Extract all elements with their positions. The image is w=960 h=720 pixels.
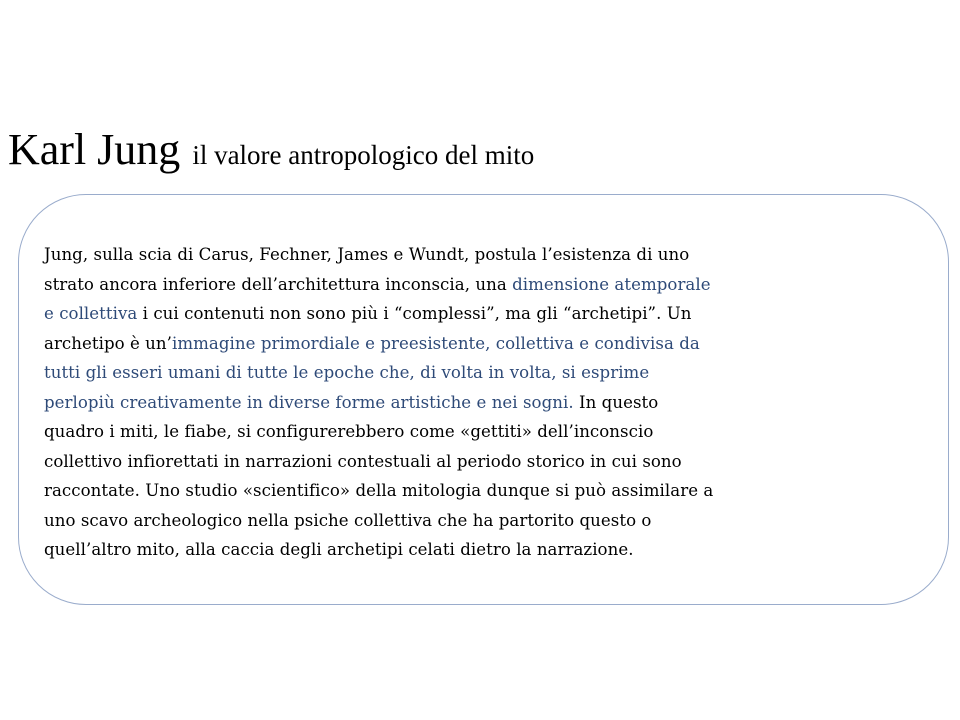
body-line-2 bbox=[44, 270, 924, 300]
body-line-4 bbox=[44, 329, 924, 359]
highlight-run: immagine primordiale e preesistente, collettiva e condivisa da bbox=[171, 333, 700, 353]
body-line-6 bbox=[44, 388, 924, 418]
text-run: archetipo è un’ bbox=[44, 333, 172, 353]
highlight-run: perlopiù creativamente in diverse forme artistiche e nei sogni. bbox=[44, 392, 574, 412]
text-run: Jung, sulla scia di Carus, Fechner, James e Wundt, postula l’esistenza di uno bbox=[44, 245, 690, 264]
body-line-7 bbox=[44, 417, 924, 447]
body-line-9 bbox=[44, 476, 924, 506]
text-run: raccontate. Uno studio «scientifico» della mitologia dunque si può assimilare a bbox=[44, 481, 714, 500]
text-run: quadro i miti, le fiabe, si configurerebbero come «gettiti» dell’inconscio bbox=[44, 422, 654, 441]
slide-title bbox=[8, 125, 535, 174]
text-run: i cui contenuti non sono più i “complessi”, ma gli “archetipi”. Un bbox=[137, 304, 692, 323]
body-line-11 bbox=[44, 535, 924, 565]
highlight-run: e collettiva bbox=[44, 304, 138, 323]
body-line-1 bbox=[44, 240, 924, 270]
title-main: Karl Jung bbox=[8, 125, 181, 174]
text-run: In questo bbox=[573, 392, 659, 412]
text-run: collettivo infiorettati in narrazioni contestuali al periodo storico in cui sono bbox=[44, 451, 682, 471]
body-line-8 bbox=[44, 447, 924, 477]
text-run: uno scavo archeologico nella psiche collettiva che ha partorito questo o bbox=[44, 510, 652, 530]
body-line-5 bbox=[44, 358, 924, 388]
highlight-run: tutti gli esseri umani di tutte le epoche che, di volta in volta, si esprime bbox=[44, 363, 650, 382]
body-line-3 bbox=[44, 299, 924, 329]
highlight-run: dimensione atemporale bbox=[512, 274, 711, 294]
text-run: quell’altro mito, alla caccia degli archetipi celati dietro la narrazione. bbox=[44, 540, 634, 559]
title-subtitle: il valore antropologico del mito bbox=[192, 140, 535, 170]
text-run: strato ancora inferiore dell’architettura inconscia, una bbox=[44, 274, 513, 294]
body-line-10 bbox=[44, 506, 924, 536]
body-paragraph bbox=[44, 240, 924, 565]
